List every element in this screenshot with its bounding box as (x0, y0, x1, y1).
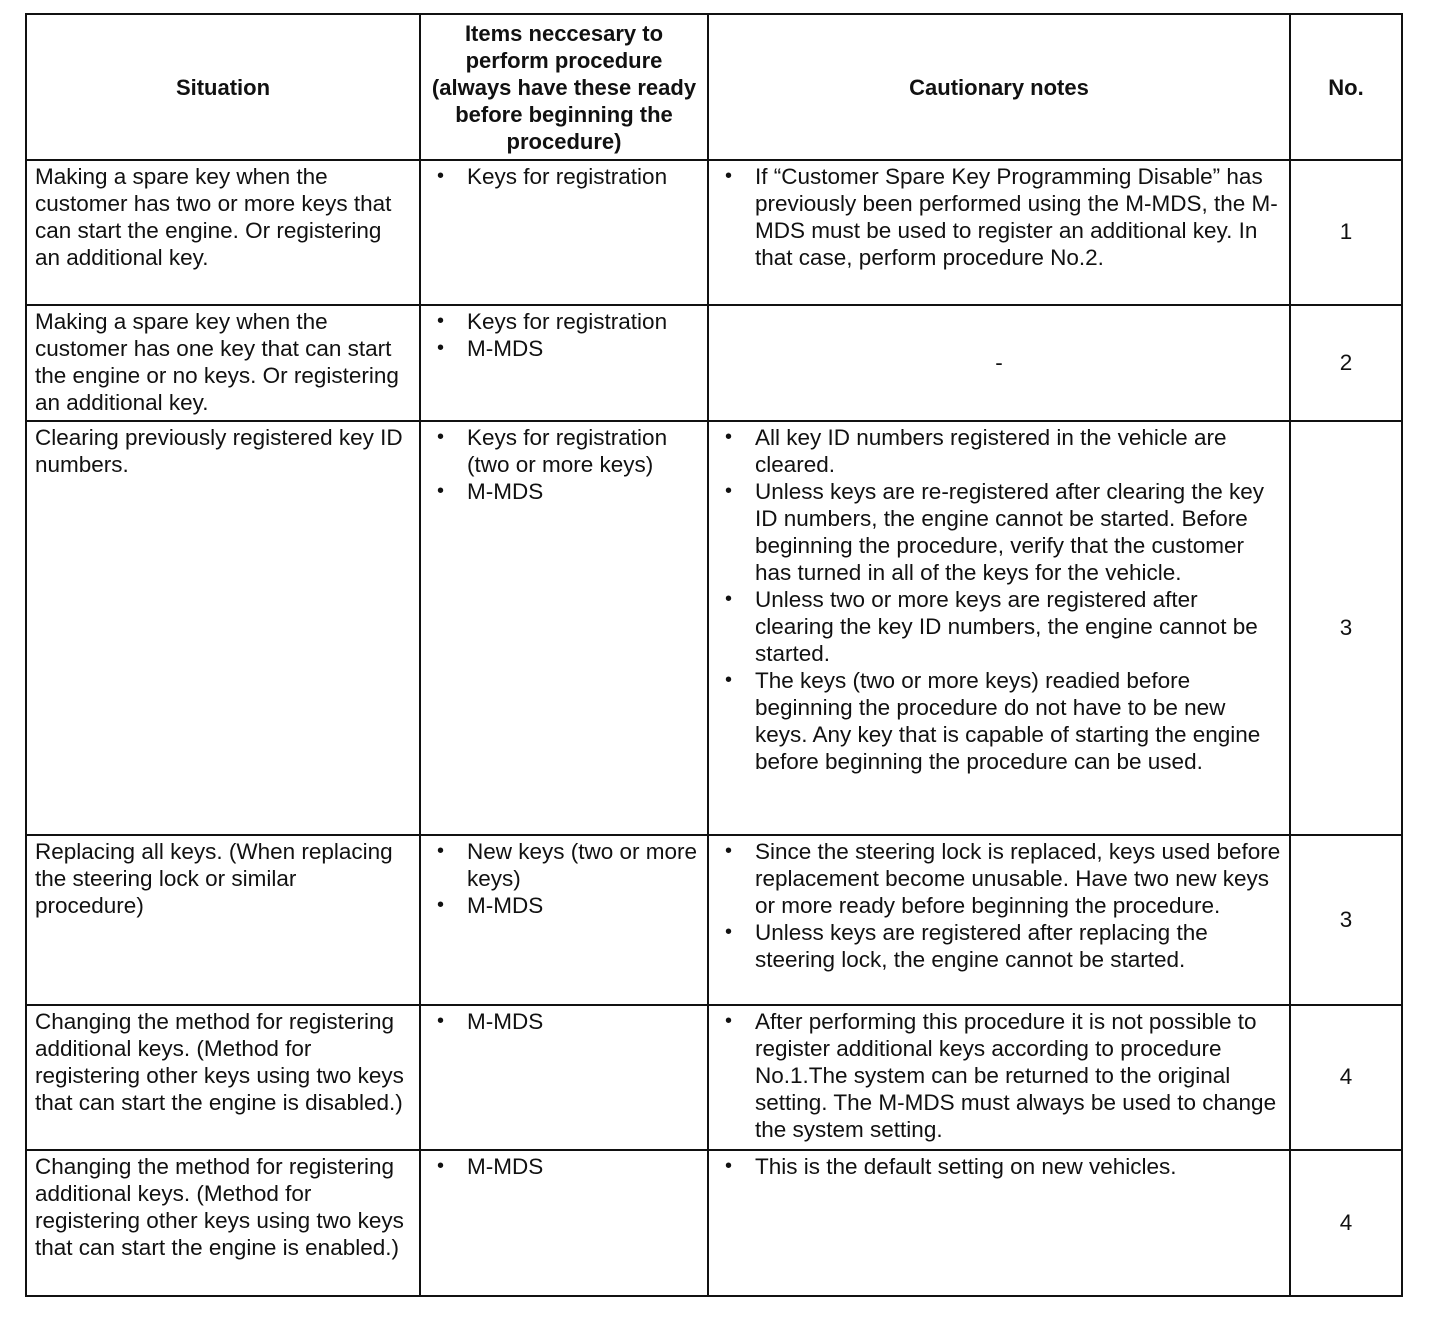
caution-text: This is the default setting on new vehicles. (755, 1154, 1177, 1179)
situation-cell: Changing the method for registering additional keys. (Method for registering other keys using two keys that can start the engine is disabled.) (26, 1005, 420, 1150)
table-row (26, 421, 1402, 835)
list-item (429, 335, 699, 362)
bullet-icon: • (725, 1155, 733, 1177)
caution-list (717, 424, 1281, 775)
items-cell (420, 305, 708, 421)
items-cell (420, 835, 708, 1005)
procedure-number-cell: 4 (1290, 1005, 1402, 1150)
item-text: M-MDS (467, 1009, 544, 1034)
bullet-icon: • (725, 1010, 733, 1032)
bullet-icon: • (437, 894, 445, 916)
table-row (26, 835, 1402, 1005)
caution-text: The keys (two or more keys) readied before beginning the procedure do not have to be new keys. Any key that is capable of starting the engine before beginning the procedure can be used. (755, 668, 1261, 774)
list-item (429, 1008, 699, 1035)
list-item (717, 838, 1281, 919)
caution-text: Unless two or more keys are registered after clearing the key ID numbers, the engine cannot be started. (755, 587, 1258, 666)
bullet-icon: • (437, 426, 445, 448)
procedure-table (25, 13, 1403, 1297)
caution-placeholder: - (995, 349, 1003, 375)
list-item (429, 308, 699, 335)
bullet-icon: • (437, 1155, 445, 1177)
item-text: M-MDS (467, 893, 544, 918)
bullet-icon: • (725, 588, 733, 610)
caution-cell (708, 835, 1290, 1005)
situation-cell: Replacing all keys. (When replacing the steering lock or similar procedure) (26, 835, 420, 1005)
procedure-number-cell: 2 (1290, 305, 1402, 421)
situation-cell: Making a spare key when the customer has one key that can start the engine or no keys. Or registering an additional key. (26, 305, 420, 421)
situation-cell: Making a spare key when the customer has two or more keys that can start the engine. Or registering an additional key. (26, 160, 420, 305)
items-cell (420, 1150, 708, 1296)
situation-cell: Changing the method for registering additional keys. (Method for registering other keys using two keys that can start the engine is enabled.) (26, 1150, 420, 1296)
caution-text: After performing this procedure it is not possible to register additional keys according to procedure No.1.The system can be returned to the original setting. The M-MDS must always be used to change the system setting. (755, 1009, 1277, 1142)
bullet-icon: • (437, 1010, 445, 1032)
bullet-icon: • (437, 165, 445, 187)
bullet-icon: • (437, 310, 445, 332)
bullet-icon: • (725, 669, 733, 691)
bullet-icon: • (725, 840, 733, 862)
bullet-icon: • (437, 480, 445, 502)
items-cell (420, 1005, 708, 1150)
items-list (429, 163, 699, 190)
caution-text: If “Customer Spare Key Programming Disable” has previously been performed using the M-MDS, the M-MDS must be used to register an additional key. In that case, perform procedure No.2. (755, 164, 1278, 270)
item-text: M-MDS (467, 1154, 544, 1179)
list-item (717, 424, 1281, 478)
list-item (429, 838, 699, 892)
bullet-icon: • (725, 921, 733, 943)
table-row (26, 1150, 1402, 1296)
caution-text: Since the steering lock is replaced, keys used before replacement become unusable. Have two new keys or more ready before beginning the procedure. (755, 839, 1281, 918)
header-row (26, 14, 1402, 160)
item-text: Keys for registration (467, 164, 668, 189)
caution-cell (708, 160, 1290, 305)
list-item (429, 892, 699, 919)
table-row (26, 1005, 1402, 1150)
items-cell (420, 421, 708, 835)
bullet-icon: • (725, 426, 733, 448)
items-list (429, 838, 699, 919)
bullet-icon: • (437, 840, 445, 862)
list-item (429, 163, 699, 190)
caution-cell (708, 1005, 1290, 1150)
situation-cell: Clearing previously registered key ID numbers. (26, 421, 420, 835)
procedure-number-cell: 1 (1290, 160, 1402, 305)
bullet-icon: • (725, 480, 733, 502)
caution-cell (708, 1150, 1290, 1296)
bullet-icon: • (437, 337, 445, 359)
list-item (717, 163, 1281, 271)
header-caution: Cautionary notes (708, 14, 1290, 160)
table-row (26, 305, 1402, 421)
list-item (429, 1153, 699, 1180)
caution-cell (708, 421, 1290, 835)
list-item (717, 919, 1281, 973)
caution-text: All key ID numbers registered in the vehicle are cleared. (755, 425, 1227, 477)
procedure-number-cell: 4 (1290, 1150, 1402, 1296)
list-item (717, 586, 1281, 667)
header-no: No. (1290, 14, 1402, 160)
header-items: Items neccesary to perform procedure (always have these ready before beginning the procedure) (420, 14, 708, 160)
table-row (26, 160, 1402, 305)
caution-text: Unless keys are registered after replacing the steering lock, the engine cannot be started. (755, 920, 1208, 972)
caution-cell (708, 305, 1290, 421)
table-body (26, 160, 1402, 1296)
caution-text: Unless keys are re-registered after clearing the key ID numbers, the engine cannot be started. Before beginning the procedure, verify that the customer has turned in all of the keys for the vehicle. (755, 479, 1264, 585)
item-text: M-MDS (467, 336, 544, 361)
list-item (429, 478, 699, 505)
item-text: New keys (two or more keys) (467, 839, 698, 891)
list-item (717, 667, 1281, 775)
procedure-number-cell: 3 (1290, 835, 1402, 1005)
caution-list (717, 1153, 1281, 1180)
items-list (429, 1153, 699, 1180)
items-list (429, 424, 699, 505)
item-text: Keys for registration (two or more keys) (467, 425, 668, 477)
item-text: M-MDS (467, 479, 544, 504)
list-item (717, 478, 1281, 586)
list-item (717, 1153, 1281, 1180)
items-list (429, 308, 699, 362)
list-item (717, 1008, 1281, 1143)
items-list (429, 1008, 699, 1035)
procedure-number-cell: 3 (1290, 421, 1402, 835)
bullet-icon: • (725, 165, 733, 187)
item-text: Keys for registration (467, 309, 668, 334)
header-situation: Situation (26, 14, 420, 160)
caution-list (717, 838, 1281, 973)
list-item (429, 424, 699, 478)
caution-list (717, 1008, 1281, 1143)
items-cell (420, 160, 708, 305)
caution-list (717, 163, 1281, 271)
